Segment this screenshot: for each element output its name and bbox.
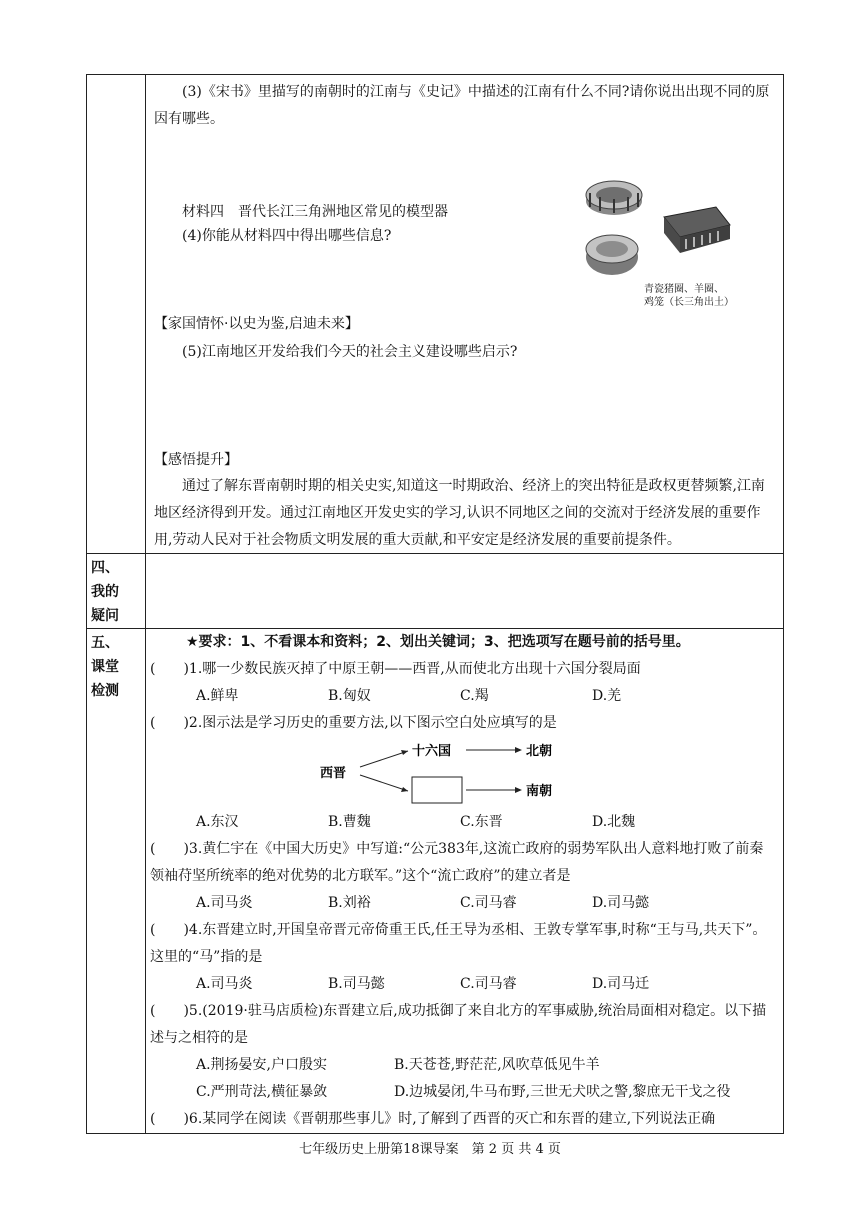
q2-option-b[interactable]: B.曹魏 (328, 814, 371, 830)
question-2-options (196, 809, 783, 836)
question-5: (5)江南地区开发给我们今天的社会主义建设哪些启示? (182, 344, 518, 360)
diagram-blank-box (412, 777, 462, 803)
q5-option-c[interactable]: C.严刑苛法,横征暴敛 (196, 1084, 328, 1100)
question-4-stem: ( )4.东晋建立时,开国皇帝晋元帝倚重王氏,任王导为丞相、王敦专掌军事,时称“王与马,共天下”。这里的“马”指的是 (150, 922, 767, 965)
diagram-origin: 西晋 (320, 766, 347, 781)
part4-answer-area[interactable] (146, 554, 784, 629)
question-3: (3)《宋书》里描写的南朝时的江南与《史记》中描述的江南有什么不同?请你说出出现不同的原因有哪些。 (154, 84, 770, 127)
q5-option-a[interactable]: A.荆扬晏安,户口殷实 (196, 1057, 328, 1073)
q1-option-d[interactable]: D.羌 (592, 688, 622, 704)
question-3-options (196, 890, 783, 917)
part5-label: 五、课堂检测 (87, 629, 146, 1134)
q1-option-c[interactable]: C.羯 (460, 688, 489, 704)
q2-option-d[interactable]: D.北魏 (592, 814, 636, 830)
q5-option-d[interactable]: D.边城晏闭,牛马布野,三世无犬吠之警,黎庶无干戈之役 (394, 1084, 731, 1100)
section-family-heading: 【家国情怀·以史为鉴,启迪未来】 (154, 316, 359, 332)
pottery-models-image (584, 173, 734, 285)
part3-label-cell (87, 75, 146, 554)
diagram-bottom-end: 南朝 (526, 784, 553, 799)
insight-paragraph: 通过了解东晋南朝时期的相关史实,知道这一时期政治、经济上的突出特征是政权更替频繁,江南地区经济得到开发。通过江南地区开发史实的学习,认识不同地区之间的交流对于经济发展的重要作用,劳动人民对于社会物质文明发展的重大贡献,和平安定是经济发展的重要前提条件。 (154, 478, 765, 548)
page-footer: 七年级历史上册第18课导案 第 2 页 共 4 页 (299, 1142, 561, 1157)
question-3-stem: ( )3.黄仁宇在《中国大历史》中写道:“公元383年,这流亡政府的弱势军队出人意料地打败了前秦领袖苻坚所统率的绝对优势的北方联军。”这个“流亡政府”的建立者是 (150, 841, 764, 884)
q1-option-b[interactable]: B.匈奴 (328, 688, 371, 704)
part3-content (146, 75, 784, 554)
q2-option-c[interactable]: C.东晋 (460, 814, 503, 830)
q3-option-b[interactable]: B.刘裕 (328, 895, 371, 911)
question-4: (4)你能从材料四中得出哪些信息? (182, 228, 392, 244)
q3-option-c[interactable]: C.司马睿 (460, 895, 517, 911)
question-5-options-row2 (196, 1079, 783, 1106)
question-1-stem: ( )1.哪一少数民族灭掉了中原王朝——西晋,从而使北方出现十六国分裂局面 (150, 661, 641, 677)
diagram-top: 十六国 (412, 744, 452, 759)
question-1-options (196, 683, 783, 710)
diagram-top-end: 北朝 (526, 744, 553, 759)
q4-option-c[interactable]: C.司马睿 (460, 976, 517, 992)
section-insight-heading: 【感悟提升】 (154, 452, 238, 468)
q5-option-b[interactable]: B.天苍苍,野茫茫,风吹草低见牛羊 (394, 1057, 600, 1073)
part5-content (146, 629, 784, 1134)
image-caption-line1: 青瓷猪圈、羊圈、 (644, 284, 724, 295)
part4-label: 四、我的疑问 (87, 554, 146, 629)
question-6-stem: ( )6.某同学在阅读《晋朝那些事儿》时,了解到了西晋的灭亡和东晋的建立,下列说法正确 (150, 1111, 716, 1127)
q4-option-b[interactable]: B.司马懿 (328, 976, 385, 992)
question-4-options (196, 971, 783, 998)
q3-option-d[interactable]: D.司马懿 (592, 895, 650, 911)
image-caption-line2: 鸡笼（长三角出土） (644, 297, 734, 308)
history-flow-diagram (316, 739, 616, 805)
question-5-options-row1 (196, 1052, 783, 1079)
q2-option-a[interactable]: A.东汉 (196, 814, 239, 830)
question-2-stem: ( )2.图示法是学习历史的重要方法,以下图示空白处应填写的是 (150, 715, 557, 731)
q4-option-d[interactable]: D.司马迁 (592, 976, 650, 992)
material-4-title: 材料四 晋代长江三角洲地区常见的模型器 (182, 204, 448, 220)
question-5-stem: ( )5.(2019·驻马店质检)东晋建立后,成功抵御了来自北方的军事威胁,统治局面相对稳定。以下描述与之相符的是 (150, 1003, 767, 1046)
q4-option-a[interactable]: A.司马炎 (196, 976, 253, 992)
requirement-text: ★要求：1、不看课本和资料；2、划出关键词；3、把选项写在题号前的括号里。 (186, 634, 690, 650)
q1-option-a[interactable]: A.鲜卑 (196, 688, 239, 704)
q3-option-a[interactable]: A.司马炎 (196, 895, 253, 911)
